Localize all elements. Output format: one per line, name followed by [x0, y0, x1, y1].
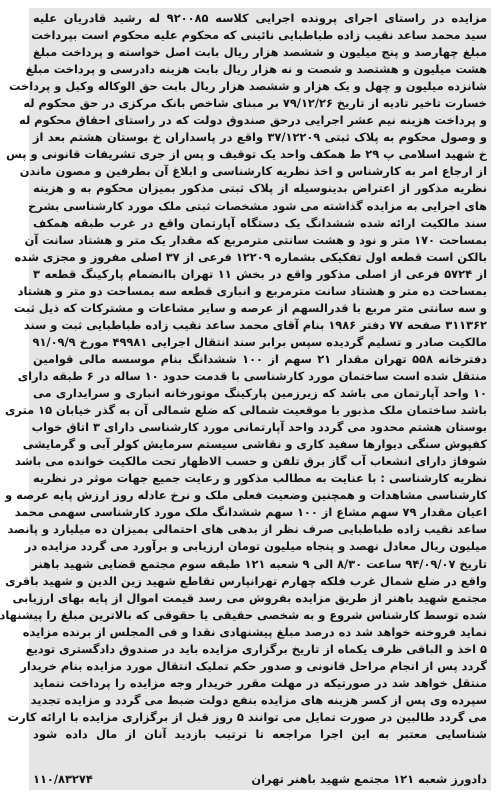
- notice-line: نظریه مذکور از اعتراض بدینوسیله از پلاک ثبتی مذکور بمیزان محکوم به و هزینه: [33, 181, 487, 196]
- notice-line: شوفاژ دارای انشعاب آب گاز برق تلفن و حسب الاظهار تحت مالکیت خوانده می باشد: [14, 454, 487, 469]
- footer-reference-number: ۱۱۰/۸۳۲۷۴: [33, 772, 93, 786]
- notice-line: مجتمع شهید باهنر از طریق مزایده بفروش می رسد قیمت اموال از پایه بهای ارزیابی: [12, 590, 487, 605]
- notice-line: مالکیت صادر و تسلیم گردیده سپس برابر سند انتقال اجرایی ۴۹۹۸۱ مورخ ۹۱/۰۹/۹: [32, 334, 487, 349]
- notice-body: [0, 10, 488, 743]
- notice-line: تاریخ ۹۴/۰۹/۰۷ ساعت ۸/۳۰ الی ۹ شعبه ۱۲۱ طبقه سوم مجتمع قضایی شهید باهنر: [31, 556, 487, 571]
- notice-line: گردد پس از انجام مراحل قانونی و صدور حکم تملیک انتقال مورد مزایده بنام خریدار: [20, 658, 487, 673]
- notice-line: دفترخانه ۵۵۸ تهران مقدار ۲۱ سهم از ۱۰۰ ششدانگ بنام موسسه مالی قوامین: [33, 351, 488, 366]
- notice-line: هشت میلیون و هشتصد و شصت و نه هزار ریال بابت هزینه دادرسی و پرداخت مبلغ: [25, 62, 487, 77]
- notice-line: خسارت تاخیر تادیه از تاریخ ۷۹/۱۲/۲۶ بر مبنای شاخص بانک مرکزی در حق محکوم له: [23, 96, 487, 111]
- notice-line: کارشناسی مشاهدات و همچنین وضعیت فعلی ملک و نرخ عادله روز ارزش پایه عرصه و: [5, 488, 487, 503]
- notice-line: سپرده وی پس از کسر هزینه های مزایده بنفع دولت ضبط می گردد و مزایده تجدید: [30, 692, 487, 707]
- notice-line: اعیان مقدار ۷۹ سهم مشاع از ۱۰۰ سهم ششدانگ ملک مورد کارشناسی سهمی محمد: [14, 505, 487, 520]
- notice-line: کفپوش سنگی دیوارها سفید کاری و نقاشی سیستم سرمایش کولر آبی و گرمایشی: [22, 437, 487, 452]
- notice-line: مزایده در راستای اجرای پرونده اجرایی کلاسه ۹۲۰۰۸۵ له رشید قادریان علیه: [33, 11, 487, 25]
- notice-line: باشد ساختمان ملک مذبور با موقعیت شمالی که ضلع شمالی آن به گذر خیابان ۱۵ متری: [4, 403, 487, 418]
- notice-line: سید محمد ساعد نقیب زاده طباطبایی نائینی که محکوم علیه محکوم است بپرداخت: [31, 28, 487, 43]
- notice-line: بمساحت ده متر و هشتاد سانت مترمربع و انباری قطعه سه بمساحت دو متر و هشتاد: [17, 283, 487, 298]
- notice-line: بوستان هشتم محدود می گردد واحد آپارتمانی مورد کارشناسی دارای ۳ اتاق خواب: [31, 420, 487, 435]
- notice-line: از ۵۷۲۴ فرعی از اصلی مذکور واقع در بخش ۱۱ تهران باانضمام پارکینگ قطعه ۳: [33, 266, 487, 281]
- notice-line: شناسایی معتبر به این اجرا مراجعه تا ترتیب بازدید آنان از مال داده شود: [33, 726, 487, 741]
- notice-line: ساعد نقیب زاده طباطبایی صرف نظر از بدهی های احتمالی بمیزان ده میلیارد و پانصد: [7, 522, 487, 537]
- notice-line: ۳۱۱۳۶۲ صفحه ۷۷ دفتر ۱۹۸۶ بنام آقای محمد ساعد نقیب زاده طباطبایی ثبت و سند: [23, 317, 487, 332]
- notice-line: منتقل شده است ساختمان مورد کارشناسی با قدمت حدود ۱۰ ساله در ۶ طبقه دارای: [17, 368, 487, 383]
- notice-line: از ارجاع امر به کارشناس و اخذ نظریه کارشناسی و ابلاغ آن بطرفین و مصون ماندن: [19, 164, 487, 179]
- notice-line: خ شهید اسلامی پ ۲۹ ط همکف واحد یک توقیف و پس از جری تشریفات قانونی و پس: [6, 147, 487, 162]
- notice-line: و پرداخت هزینه نیم عشر اجرایی درحق صندوق دولت که در راستای احقاق محکوم له: [19, 113, 487, 128]
- notice-line: و سه سانتی متر مربع با قدرالسهم از عرصه و سایر مشاعات و مشترکات که ذیل ثبت: [13, 300, 487, 315]
- footer-signature: دادورز شعبه ۱۲۱ مجتمع شهید باهنر تهران: [251, 772, 487, 786]
- notice-footer: [33, 770, 487, 788]
- notice-line: بمساحت ۱۷۰ متر و نود و هشت سانتی مترمربع که مقدار یک متر و هشتاد سانت آن: [24, 232, 487, 247]
- notice-line: شده توسط کارشناس شروع و به شخصی حقیقی یا حقوقی که بالاترین مبلغ را پیشنهاد: [0, 607, 487, 622]
- notice-line: می گردد طالبین در صورت تمایل می توانند ۵ روز قبل از برگزاری مزایده با ارائه کارت: [7, 709, 487, 724]
- notice-line: ۱۰ واحد آپارتمان می باشد که زیرزمین پارکینگ موتورخانه انباری و سرایداری می: [33, 386, 487, 401]
- notice-line: میلیون ریال معادل نهصد و پنجاه میلیون تومان ارزیابی و برآورد می گردد مزایده در: [24, 539, 487, 554]
- auction-notice: [0, 8, 491, 790]
- notice-line: نماید فروخته خواهد شد ده درصد مبلغ پیشنهادی نقدا و فی المجلس از برنده مزایده: [22, 624, 487, 639]
- notice-line: و وصول محکوم به پلاک ثبتی ۳۷/۱۲۲۰۹ واقع در پاسداران خ بوستان هشتم بعد از: [33, 130, 487, 145]
- notice-line: ۵ اخذ و الباقی ظرف یکماه از تاریخ برگزاری مزایده باید در صندوق دادگستری تودیع: [25, 641, 487, 656]
- notice-line: سند مالکیت ارائه شده ششدانگ یک دستگاه آپارتمان واقع در غرب طبقه همکف: [33, 215, 487, 230]
- notice-line: واقع در ضلع شمال غرب فلکه چهارم تهرانپارس تقاطع شهید زین الدین و شهید باقری: [5, 573, 487, 588]
- notice-line: مبلغ چهارصد و پنج میلیون و ششصد هزار ریال بابت اصل خواسته و پرداخت مبلغ: [33, 45, 487, 60]
- notice-line: منتقل خواهد شد در صورتیکه در مهلت مقرر خریدار وجه مزایده را پرداخت ننماید: [33, 675, 487, 690]
- notice-line: بالکن است قطعه اول تفکیکی بشماره ۱۲۲۰۹ فرعی از ۳۷ اصلی مفروز و مجزی شده: [14, 249, 487, 264]
- notice-line: شانزده میلیون و چهل و یک هزار و ششصد هزار ریال بابت حق الوکاله وکیل و پرداخت: [8, 79, 487, 94]
- notice-line: های اجرایی به مزایده گذاشته می شود مشخصات ثبتی ملک مورد کارشناسی بشرح: [28, 198, 487, 213]
- notice-line: نظریه کارشناسی : با عنایت به مطالب مذکور و رعایت جمیع جهات موثر در نظریه: [33, 471, 487, 486]
